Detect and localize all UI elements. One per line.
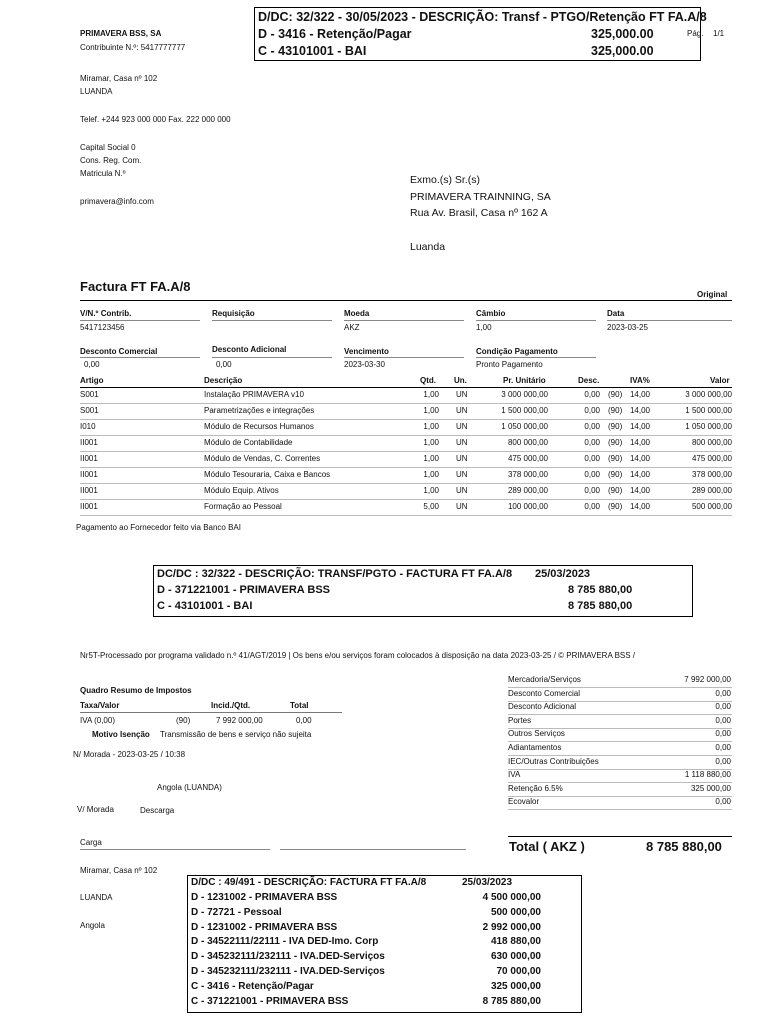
meta2-rule <box>80 357 200 358</box>
meta2-value: Pronto Pagamento <box>476 360 543 369</box>
meta1-value: AKZ <box>344 323 360 332</box>
cell-un: UN <box>456 470 468 479</box>
table-row <box>80 403 732 420</box>
tax-col-total: Total <box>290 701 309 710</box>
bottom-box-value: 630 000,00 <box>490 951 541 963</box>
mid-box-date: 25/03/2023 <box>535 568 591 580</box>
cell-dsc: 0,00 <box>584 422 600 431</box>
col-desc: Desc. <box>578 376 600 385</box>
shipping-v-morada: V/ Morada <box>77 805 114 814</box>
cell-qtd: 1,00 <box>423 422 439 431</box>
table-row <box>80 483 732 500</box>
cell-qtd: 1,00 <box>423 454 439 463</box>
totals-label: Portes <box>508 715 532 725</box>
bottom-box-label: D - 72721 - Pessoal <box>191 906 282 918</box>
totals-label: Desconto Comercial <box>508 688 581 698</box>
top-box-line1: D/DC: 32/322 - 30/05/2023 - DESCRIÇÃO: Transf - PTGO/Retenção FT FA.A/8 <box>258 10 707 24</box>
totals-value: 0,00 <box>715 715 731 725</box>
totals-label: Adiantamentos <box>508 743 562 752</box>
company-address: Miramar, Casa nº 102 <box>80 74 158 83</box>
meta1-value: 5417123456 <box>80 323 125 332</box>
cell-pu: 800 000,00 <box>507 438 548 447</box>
meta2-label: Condição Pagamento <box>476 347 558 356</box>
table-row <box>80 419 732 436</box>
cell-code: (90) <box>608 454 623 463</box>
tax-row-code: (90) <box>176 716 191 725</box>
cell-dsc: 0,00 <box>584 438 600 447</box>
meta1-rule <box>80 320 200 321</box>
shipping-n-morada: N/ Morada - 2023-03-25 / 10:38 <box>73 750 186 759</box>
totals-value: 0,00 <box>715 743 731 752</box>
col-qtd: Qtd. <box>420 376 436 385</box>
bottom-box-label: D - 1231002 - PRIMAVERA BSS <box>191 921 338 933</box>
totals-row <box>508 742 732 756</box>
bottom-accounting-box <box>187 875 582 1013</box>
company-phone: Telef. +244 923 000 000 Fax. 222 000 000 <box>80 115 231 124</box>
cell-valor: 500 000,00 <box>691 502 732 511</box>
grand-total-rule <box>508 836 732 837</box>
cell-pu: 378 000,00 <box>507 470 548 479</box>
certification-text: Nr5T-Processado por programa validado n.º 41/AGT/2019 | Os bens e/ou serviços foram colocados à disposição na data 2023-03-25 / © PRIMAVERA BSS / <box>80 651 636 660</box>
meta1-rule <box>212 320 332 321</box>
totals-value: 0,00 <box>715 797 731 807</box>
cell-dsc: 0,00 <box>584 454 600 463</box>
cell-iva: 14,00 <box>629 406 650 415</box>
cell-code: (90) <box>608 390 623 399</box>
tax-row-total: 0,00 <box>296 716 312 725</box>
cell-un: UN <box>456 438 468 447</box>
tax-row-taxa: IVA (0,00) <box>80 716 115 725</box>
bottom-box-line1: D/DC : 49/491 - DESCRIÇÃO: FACTURA FT FA.A/8 <box>191 877 427 888</box>
meta2-rule <box>344 357 464 358</box>
cell-valor: 1 050 000,00 <box>685 422 732 431</box>
meta1-rule <box>344 320 464 321</box>
cell-pu: 289 000,00 <box>507 486 548 495</box>
col-valor: Valor <box>710 376 730 385</box>
cell-un: UN <box>456 502 468 511</box>
meta2-value: 0,00 <box>84 360 100 369</box>
cell-un: UN <box>456 454 468 463</box>
totals-label: Desconto Adicional <box>508 702 577 712</box>
col-iva: IVA% <box>630 376 650 385</box>
totals-row <box>508 728 732 742</box>
cell-dsc: 0,00 <box>584 502 600 511</box>
page-number: 1/1 <box>713 29 725 38</box>
cell-iva: 14,00 <box>629 502 650 511</box>
bottom-box-label: C - 3416 - Retenção/Pagar <box>191 980 314 992</box>
cell-iva: 14,00 <box>629 486 650 495</box>
cell-valor: 378 000,00 <box>691 470 732 479</box>
meta1-label: Moeda <box>344 309 370 318</box>
cell-valor: 3 000 000,00 <box>685 390 732 399</box>
totals-value: 0,00 <box>715 688 731 698</box>
meta2-value: 2023-03-30 <box>344 360 385 369</box>
col-pr-unitario: Pr. Unitário <box>503 376 546 385</box>
bottom-box-label: D - 345232111/232111 - IVA.DED-Serviços <box>191 951 385 963</box>
table-row <box>80 499 732 516</box>
meta2-label: Desconto Adicional <box>212 345 287 354</box>
table-row <box>80 467 732 484</box>
cell-art: II001 <box>80 502 98 511</box>
meta2-rule <box>476 357 596 358</box>
bottom-box-value: 2 992 000,00 <box>482 921 541 933</box>
cell-desc: Formação ao Pessoal <box>204 502 282 511</box>
top-box-line2-label: D - 3416 - Retenção/Pagar <box>258 27 412 41</box>
totals-value: 0,00 <box>715 729 731 739</box>
payment-note: Pagamento ao Fornecedor feito via Banco BAI <box>76 523 241 532</box>
cell-art: I010 <box>80 422 96 431</box>
meta1-value: 2023-03-25 <box>607 323 648 332</box>
totals-row <box>508 715 732 729</box>
tax-col-taxa: Taxa/Valor <box>80 701 120 710</box>
company-capital: Capital Social 0 <box>80 143 136 152</box>
cell-dsc: 0,00 <box>584 486 600 495</box>
cell-pu: 1 050 000,00 <box>501 422 548 431</box>
shipping-origin: Angola (LUANDA) <box>157 783 222 792</box>
cell-pu: 1 500 000,00 <box>501 406 548 415</box>
company-city: LUANDA <box>80 87 113 96</box>
cell-art: II001 <box>80 486 98 495</box>
grand-total-value: 8 785 880,00 <box>646 839 722 854</box>
cell-pu: 100 000,00 <box>507 502 548 511</box>
bottom-box-label: D - 1231002 - PRIMAVERA BSS <box>191 892 338 903</box>
company-matricula: Matricula N.º <box>80 169 126 178</box>
company-reg: Cons. Reg. Com. <box>80 156 142 165</box>
top-box-line3-label: C - 43101001 - BAI <box>258 44 367 58</box>
totals-value: 7 992 000,00 <box>684 675 731 684</box>
cell-dsc: 0,00 <box>584 390 600 399</box>
totals-value: 325 000,00 <box>690 783 731 793</box>
totals-label: Retenção 6.5% <box>508 783 563 793</box>
bottom-box-value: 418 880,00 <box>490 936 541 948</box>
cell-code: (90) <box>608 470 623 479</box>
shipping-carga: Carga <box>80 838 102 847</box>
cell-art: II001 <box>80 454 98 463</box>
mid-box-line3-label: C - 43101001 - BAI <box>157 600 253 612</box>
meta2-label: Desconto Comercial <box>80 347 158 356</box>
cell-valor: 289 000,00 <box>691 486 732 495</box>
client-city: Luanda <box>410 241 446 253</box>
bottom-box-label: C - 371221001 - PRIMAVERA BSS <box>191 995 349 1007</box>
bottom-box-value: 500 000,00 <box>490 906 541 918</box>
meta1-label: Data <box>607 309 625 318</box>
company-nif: Contribuinte N.º: 5417777777 <box>80 43 186 52</box>
cell-iva: 14,00 <box>629 470 650 479</box>
cell-art: S001 <box>80 390 99 399</box>
cell-qtd: 1,00 <box>423 438 439 447</box>
cell-dsc: 0,00 <box>584 406 600 415</box>
cell-iva: 14,00 <box>629 390 650 399</box>
tax-row-incid: 7 992 000,00 <box>216 716 263 725</box>
company-email: primavera@info.com <box>80 197 154 206</box>
cell-qtd: 1,00 <box>423 390 439 399</box>
totals-value: 1 118 880,00 <box>684 770 731 780</box>
tax-col-incid: Incid./Qtd. <box>211 701 251 710</box>
totals-row <box>508 688 732 702</box>
document-copy: Original <box>697 290 728 299</box>
cell-code: (90) <box>608 486 623 495</box>
cell-dsc: 0,00 <box>584 470 600 479</box>
totals-label: Mercadoria/Serviços <box>508 675 581 684</box>
mid-box-line1: DC/DC : 32/322 - DESCRIÇÃO: TRANSF/PGTO - FACTURA FT FA.A/8 <box>157 568 513 580</box>
cell-un: UN <box>456 422 468 431</box>
table-row <box>80 451 732 468</box>
meta1-label: Requisição <box>212 309 255 318</box>
cell-code: (90) <box>608 502 623 511</box>
cell-iva: 14,00 <box>629 454 650 463</box>
cell-art: II001 <box>80 438 98 447</box>
top-accounting-box <box>254 7 707 61</box>
totals-row <box>508 674 732 688</box>
cell-qtd: 1,00 <box>423 470 439 479</box>
cell-valor: 800 000,00 <box>691 438 732 447</box>
cell-qtd: 1,00 <box>423 486 439 495</box>
meta1-label: Câmbio <box>476 309 506 318</box>
shipping-address: Miramar, Casa nº 102 <box>80 866 158 875</box>
totals-label: IVA <box>508 770 521 780</box>
col-un: Un. <box>454 376 467 385</box>
cell-un: UN <box>456 486 468 495</box>
cell-desc: Módulo Equip. Ativos <box>204 486 279 495</box>
mid-box-line3-value: 8 785 880,00 <box>568 600 633 612</box>
cell-desc: Módulo Tesouraria, Caixa e Bancos <box>204 470 331 479</box>
cell-desc: Instalação PRIMAVERA v10 <box>204 390 304 399</box>
company-name: PRIMAVERA BSS, SA <box>80 29 162 38</box>
table-row <box>80 435 732 452</box>
cell-desc: Parametrizações e integrações <box>204 406 315 415</box>
cell-pu: 3 000 000,00 <box>501 390 548 399</box>
col-artigo: Artigo <box>80 376 104 385</box>
meta1-rule <box>607 320 732 321</box>
totals-row <box>508 783 732 797</box>
bottom-box-value: 325 000,00 <box>490 980 541 992</box>
title-rule <box>80 300 732 301</box>
totals-row <box>508 796 732 810</box>
totals-row <box>508 769 732 783</box>
grand-total-label: Total ( AKZ ) <box>509 839 585 854</box>
tax-summary-title: Quadro Resumo de Impostos <box>80 686 192 695</box>
tax-motivo-label: Motivo Isenção <box>92 730 150 739</box>
cell-desc: Módulo de Contabilidade <box>204 438 293 447</box>
bottom-box-date: 25/03/2023 <box>462 877 513 888</box>
top-box-line3-value: 325,000.00 <box>591 44 654 58</box>
cell-valor: 1 500 000,00 <box>685 406 732 415</box>
client-address: Rua Av. Brasil, Casa nº 162 A <box>410 207 548 219</box>
cell-code: (90) <box>608 438 623 447</box>
meta1-rule <box>476 320 596 321</box>
top-box-line2-value: 325,000.00 <box>591 27 654 41</box>
mid-box-line2-value: 8 785 880,00 <box>568 584 633 596</box>
cell-desc: Módulo de Vendas, C. Correntes <box>204 454 321 463</box>
meta2-value: 0,00 <box>216 360 232 369</box>
bottom-box-value: 4 500 000,00 <box>482 892 541 903</box>
cell-iva: 14,00 <box>629 438 650 447</box>
cell-qtd: 1,00 <box>423 406 439 415</box>
totals-label: Ecovalor <box>508 797 540 807</box>
cell-art: II001 <box>80 470 98 479</box>
cell-code: (90) <box>608 422 623 431</box>
cell-code: (90) <box>608 406 623 415</box>
mid-accounting-box <box>153 565 693 617</box>
totals-row <box>508 756 732 770</box>
totals-value: 0,00 <box>715 756 731 766</box>
cell-valor: 475 000,00 <box>691 454 732 463</box>
client-name: PRIMAVERA TRAINNING, SA <box>410 191 551 203</box>
cell-qtd: 5,00 <box>423 502 439 511</box>
meta1-label: V/N.º Contrib. <box>80 309 132 318</box>
meta1-value: 1,00 <box>476 323 492 332</box>
totals-value: 0,00 <box>715 702 731 712</box>
bottom-box-value: 8 785 880,00 <box>482 995 541 1007</box>
bottom-box-label: D - 34522111/22111 - IVA DED-Imo. Corp <box>191 936 379 948</box>
cell-un: UN <box>456 406 468 415</box>
shipping-country: Angola <box>80 921 105 930</box>
col-descricao: Descrição <box>204 376 243 385</box>
client-salutation: Exmo.(s) Sr.(s) <box>410 174 480 186</box>
shipping-city: LUANDA <box>80 893 113 902</box>
tax-header-rule <box>80 712 342 713</box>
document-title: Factura FT FA.A/8 <box>80 279 191 294</box>
mid-box-line2-label: D - 371221001 - PRIMAVERA BSS <box>157 584 331 596</box>
page-label: Pág. <box>687 29 704 38</box>
shipping-descarga: Descarga <box>140 806 175 815</box>
totals-label: IEC/Outras Contribuições <box>508 756 599 766</box>
bottom-box-value: 70 000,00 <box>496 966 541 977</box>
cell-un: UN <box>456 390 468 399</box>
cell-pu: 475 000,00 <box>507 454 548 463</box>
totals-row <box>508 701 732 715</box>
cell-iva: 14,00 <box>629 422 650 431</box>
table-row <box>80 387 732 404</box>
carga-rule-2 <box>280 849 466 850</box>
meta2-rule <box>212 357 332 358</box>
carga-rule-1 <box>80 849 270 850</box>
totals-label: Outros Serviços <box>508 729 565 739</box>
tax-motivo-value: Transmissão de bens e serviço não sujeita <box>160 730 312 739</box>
cell-art: S001 <box>80 406 99 415</box>
bottom-box-label: D - 345232111/232111 - IVA.DED-Serviços <box>191 966 385 977</box>
cell-desc: Módulo de Recursos Humanos <box>204 422 314 431</box>
meta2-label: Vencimento <box>344 347 389 356</box>
